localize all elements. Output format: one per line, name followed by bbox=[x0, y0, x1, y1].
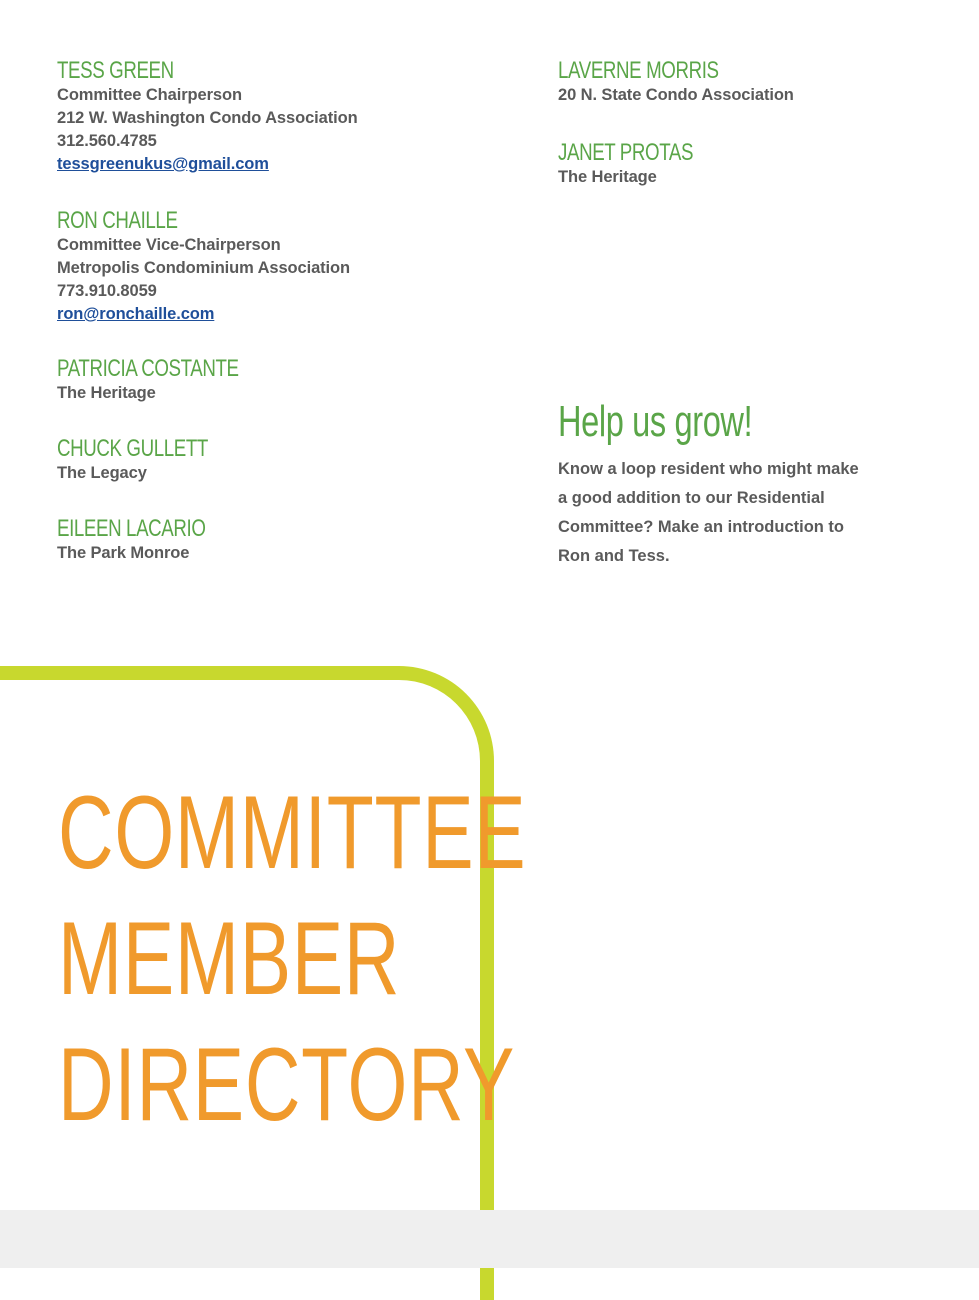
member-association: The Park Monroe bbox=[57, 544, 190, 562]
member-name: JANET PROTAS bbox=[558, 139, 694, 166]
member-role: Committee Chairperson bbox=[57, 86, 242, 104]
member-association: The Legacy bbox=[57, 464, 147, 482]
member-janet-protas bbox=[558, 140, 731, 189]
help-us-grow-text: Know a loop resident who might make a good addition to our Residential Committee? Make an introduction to Ron and Tess. bbox=[558, 460, 859, 565]
member-name: LAVERNE MORRIS bbox=[558, 57, 719, 84]
member-laverne-morris bbox=[558, 58, 794, 107]
directory-title bbox=[58, 770, 526, 1148]
member-tess-green bbox=[57, 58, 358, 176]
member-name: EILEEN LACARIO bbox=[57, 515, 206, 542]
member-association: 212 W. Washington Condo Association bbox=[57, 109, 358, 127]
member-association: The Heritage bbox=[558, 168, 657, 186]
directory-title-line: DIRECTORY bbox=[58, 1027, 516, 1143]
help-us-grow-heading: Help us grow! bbox=[558, 397, 753, 446]
member-association: The Heritage bbox=[57, 384, 156, 402]
member-ron-chaille bbox=[57, 208, 350, 326]
member-name: RON CHAILLE bbox=[57, 207, 178, 234]
member-eileen-lacario bbox=[57, 516, 247, 565]
member-patricia-costante bbox=[57, 356, 290, 405]
directory-title-line: COMMITTEE bbox=[58, 775, 527, 891]
directory-title-line: MEMBER bbox=[58, 901, 401, 1017]
member-role: Committee Vice-Chairperson bbox=[57, 236, 281, 254]
member-association: Metropolis Condominium Association bbox=[57, 259, 350, 277]
member-association: 20 N. State Condo Association bbox=[558, 86, 794, 104]
member-email-link[interactable]: tessgreenukus@gmail.com bbox=[57, 155, 269, 173]
member-name: PATRICIA COSTANTE bbox=[57, 355, 239, 382]
member-chuck-gullett bbox=[57, 436, 251, 485]
member-name: TESS GREEN bbox=[57, 57, 174, 84]
footer-band bbox=[0, 1210, 979, 1268]
member-phone: 312.560.4785 bbox=[57, 132, 157, 150]
member-phone: 773.910.8059 bbox=[57, 282, 157, 300]
member-email-link[interactable]: ron@ronchaille.com bbox=[57, 305, 215, 323]
member-name: CHUCK GULLETT bbox=[57, 435, 208, 462]
